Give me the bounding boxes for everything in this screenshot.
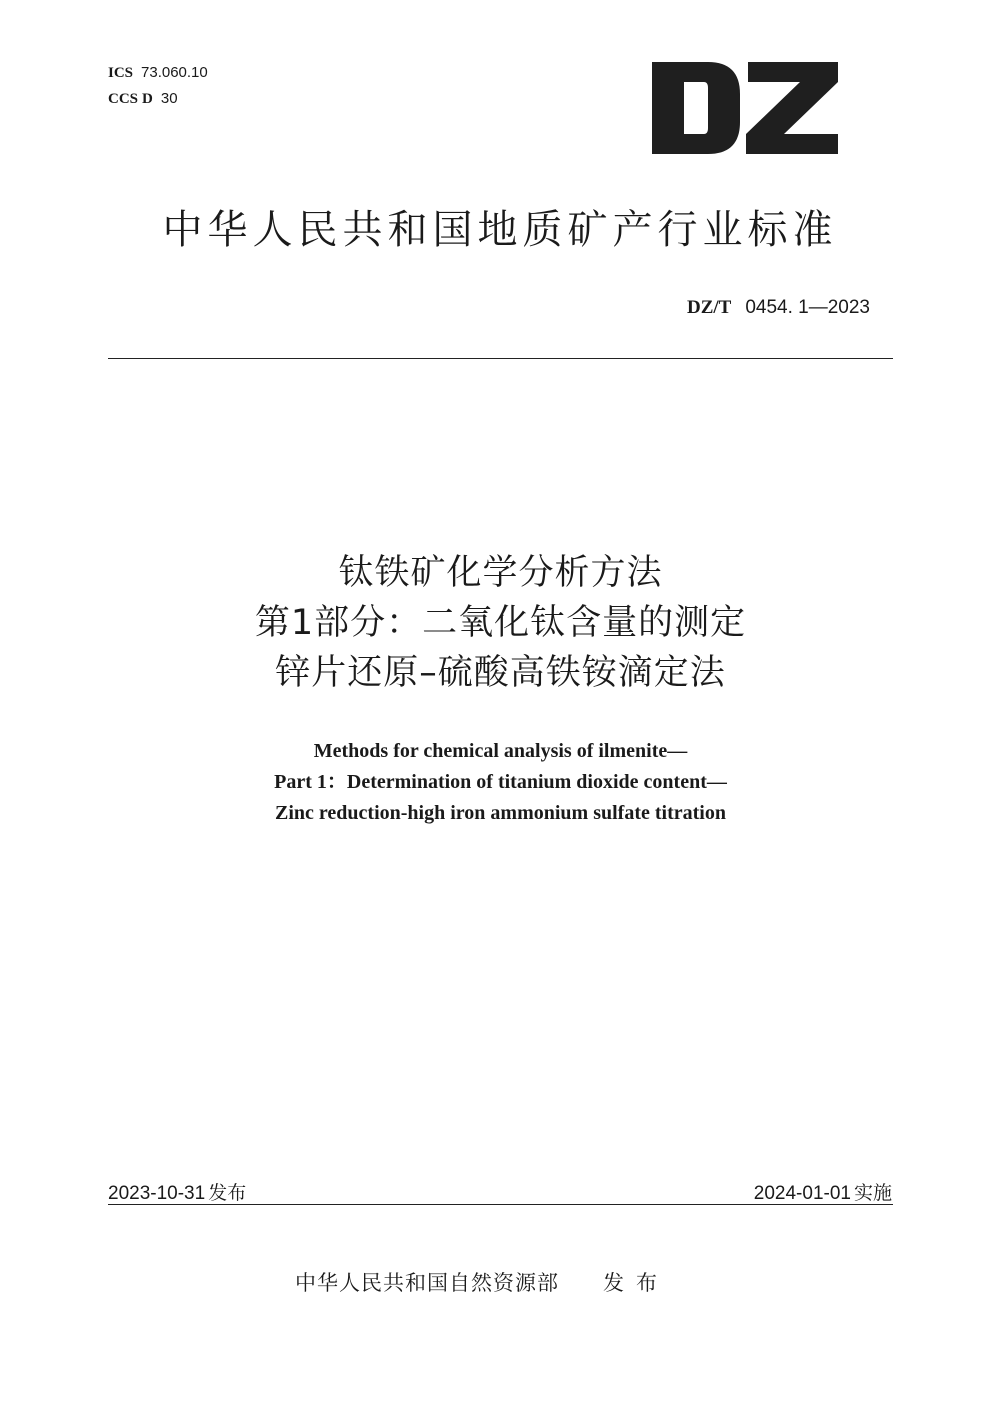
title-cn-line-2: 第1部分：二氧化钛含量的测定 bbox=[254, 603, 747, 643]
standard-prefix: DZ/T bbox=[686, 297, 732, 318]
title-en-line-2: Part 1：Determination of titanium dioxide content— bbox=[274, 771, 727, 793]
ccs-value: 30 bbox=[160, 90, 178, 107]
publisher-action: 发布 bbox=[603, 1271, 669, 1295]
ccs-label: CCS bbox=[108, 91, 139, 107]
ics-code bbox=[108, 60, 208, 86]
publisher bbox=[295, 1267, 669, 1297]
standard-code: 0454. 1—2023 bbox=[745, 297, 870, 318]
dz-logo bbox=[650, 60, 842, 156]
ccs-code bbox=[108, 86, 208, 112]
footer-divider bbox=[108, 1204, 893, 1205]
title-en-line-1: Methods for chemical analysis of ilmenite— bbox=[313, 740, 688, 762]
ccs-value-prefix: D bbox=[142, 91, 153, 107]
title-cn-line-1: 钛铁矿化学分析方法 bbox=[338, 553, 663, 593]
title-en-line-3: Zinc reduction-high iron ammonium sulfate titration bbox=[275, 802, 726, 824]
classification-codes bbox=[108, 60, 208, 112]
effective-date-value: 2024-01-01 bbox=[753, 1183, 851, 1204]
issue-date bbox=[108, 1178, 246, 1205]
header-divider bbox=[108, 358, 893, 359]
effective-date bbox=[754, 1178, 892, 1205]
effective-date-label: 实施 bbox=[853, 1182, 892, 1204]
industry-standard-title: 中华人民共和国地质矿产行业标准 bbox=[162, 207, 838, 253]
ics-value: 73.060.10 bbox=[141, 64, 208, 81]
title-cn-line-3: 锌片还原–硫酸高铁铵滴定法 bbox=[275, 653, 726, 693]
issue-date-value: 2023-10-31 bbox=[108, 1183, 206, 1204]
ics-label: ICS bbox=[108, 65, 134, 81]
document-title-cn bbox=[108, 548, 893, 698]
publisher-organization: 中华人民共和国自然资源部 bbox=[295, 1271, 559, 1295]
standard-number bbox=[687, 296, 870, 319]
issue-date-label: 发布 bbox=[208, 1182, 247, 1204]
document-title-en bbox=[108, 736, 893, 829]
